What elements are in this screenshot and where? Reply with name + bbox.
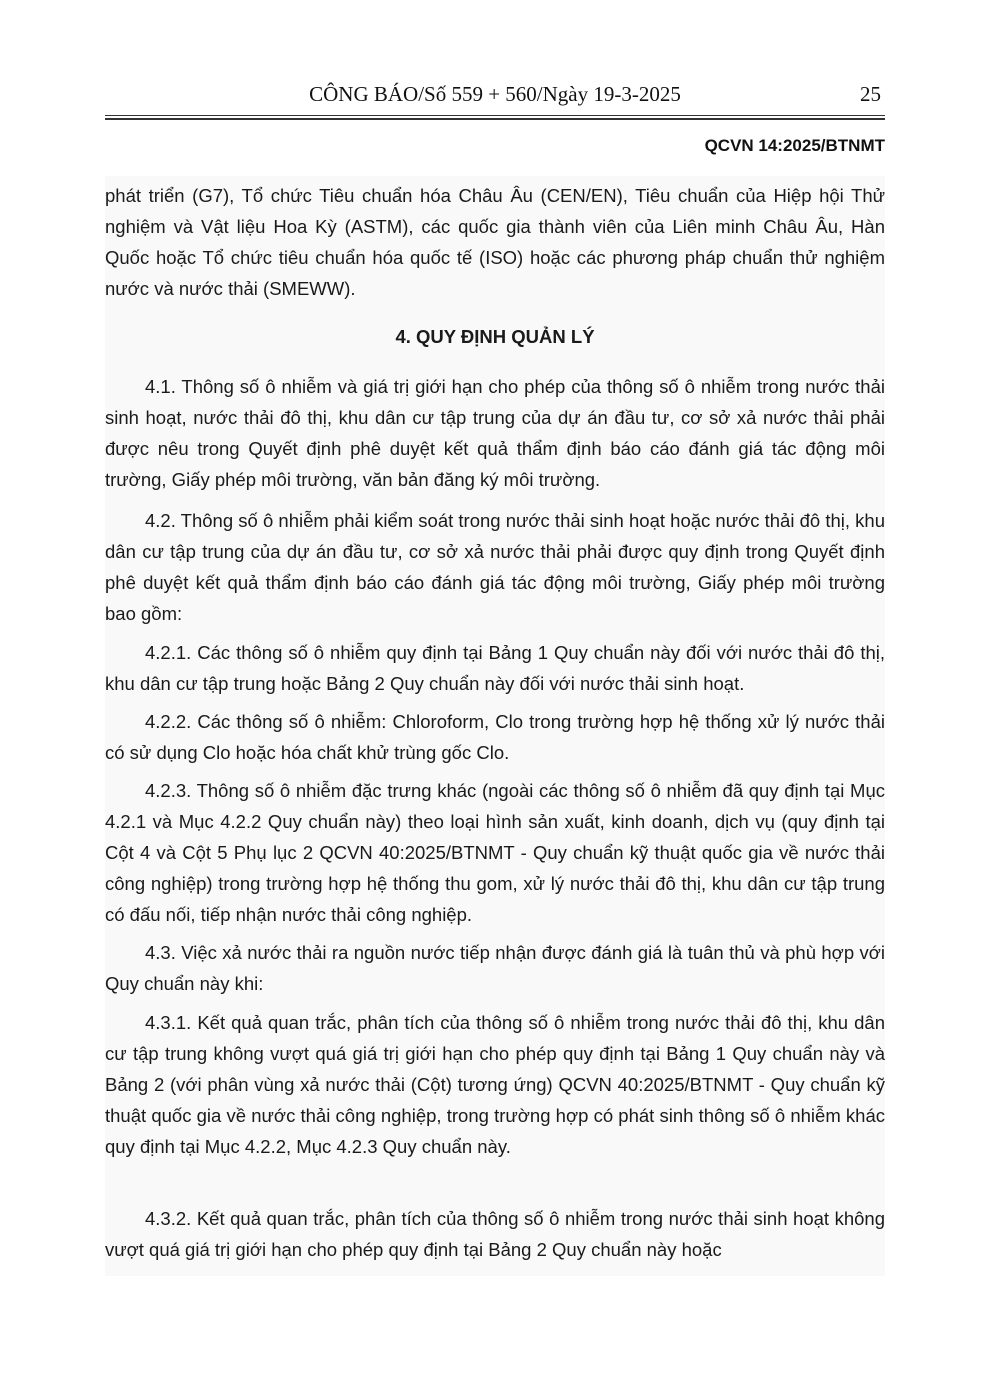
- page-header: [105, 82, 885, 114]
- paragraph-4-1: 4.1. Thông số ô nhiễm và giá trị giới hạn cho phép của thông số ô nhiễm trong nước thải sinh hoạt, nước thải đô thị, khu dân cư tập trung của dự án đầu tư, cơ sở xả nước thải phải được nêu trong Quyết định phê duyệt kết quả thẩm định báo cáo đánh giá tác động môi trường, Giấy phép môi trường, văn bản đăng ký môi trường.: [105, 376, 885, 490]
- paragraph-continuation: phát triển (G7), Tổ chức Tiêu chuẩn hóa Châu Âu (CEN/EN), Tiêu chuẩn của Hiệp hội Thử nghiệm và Vật liệu Hoa Kỳ (ASTM), các quốc gia thành viên của Liên minh Châu Âu, Hàn Quốc hoặc Tổ chức tiêu chuẩn hóa quốc tế (ISO) hoặc các phương pháp chuẩn thử nghiệm nước và nước thải (SMEWW).: [105, 185, 885, 299]
- paragraph-4-3-2: 4.3.2. Kết quả quan trắc, phân tích của thông số ô nhiễm trong nước thải sinh hoạt không vượt quá giá trị giới hạn cho phép quy định tại Bảng 2 Quy chuẩn này hoặc: [105, 1208, 885, 1260]
- paragraph-4-2-1: 4.2.1. Các thông số ô nhiễm quy định tại Bảng 1 Quy chuẩn này đối với nước thải đô thị, khu dân cư tập trung hoặc Bảng 2 Quy chuẩn này đối với nước thải sinh hoạt.: [105, 642, 885, 694]
- header-rule-thin: [105, 115, 885, 116]
- paragraph-4-2-3: 4.2.3. Thông số ô nhiễm đặc trưng khác (ngoài các thông số ô nhiễm đã quy định tại Mục 4.2.1 và Mục 4.2.2 Quy chuẩn này) theo loại hình sản xuất, kinh doanh, dịch vụ (quy định tại Cột 4 và Cột 5 Phụ lục 2 QCVN 40:2025/BTNMT - Quy chuẩn kỹ thuật quốc gia về nước thải công nghiệp) trong trường hợp hệ thống thu gom, xử lý nước thải đô thị, khu dân cư tập trung có đấu nối, tiếp nhận nước thải công nghiệp.: [105, 780, 885, 925]
- gazette-title: CÔNG BÁO/Số 559 + 560/Ngày 19-3-2025: [309, 82, 681, 106]
- paragraph-4-2-2: 4.2.2. Các thông số ô nhiễm: Chloroform, Clo trong trường hợp hệ thống xử lý nước thải có sử dụng Clo hoặc hóa chất khử trùng gốc Clo.: [105, 711, 885, 763]
- paragraph-4-3-1: 4.3.1. Kết quả quan trắc, phân tích của thông số ô nhiễm trong nước thải đô thị, khu dân cư tập trung không vượt quá giá trị giới hạn cho phép quy định tại Bảng 1 Quy chuẩn này và Bảng 2 (với phân vùng xả nước thải (Cột) tương ứng) QCVN 40:2025/BTNMT - Quy chuẩn kỹ thuật quốc gia về nước thải công nghiệp, trong trường hợp có phát sinh thông số ô nhiễm khác quy định tại Mục 4.2.2, Mục 4.2.3 Quy chuẩn này.: [105, 1012, 885, 1157]
- header-rule-thick: [105, 118, 885, 120]
- section-heading: 4. QUY ĐỊNH QUẢN LÝ: [395, 326, 595, 347]
- paragraph-4-2: 4.2. Thông số ô nhiễm phải kiểm soát trong nước thải sinh hoạt hoặc nước thải đô thị, khu dân cư tập trung của dự án đầu tư, cơ sở xả nước thải phải được quy định trong Quyết định phê duyệt kết quả thẩm định báo cáo đánh giá tác động môi trường, Giấy phép môi trường bao gồm:: [105, 510, 885, 624]
- page-number: 25: [860, 82, 881, 106]
- paragraph-4-3: 4.3. Việc xả nước thải ra nguồn nước tiếp nhận được đánh giá là tuân thủ và phù hợp với Quy chuẩn này khi:: [105, 942, 885, 994]
- document-code: QCVN 14:2025/BTNMT: [704, 136, 885, 155]
